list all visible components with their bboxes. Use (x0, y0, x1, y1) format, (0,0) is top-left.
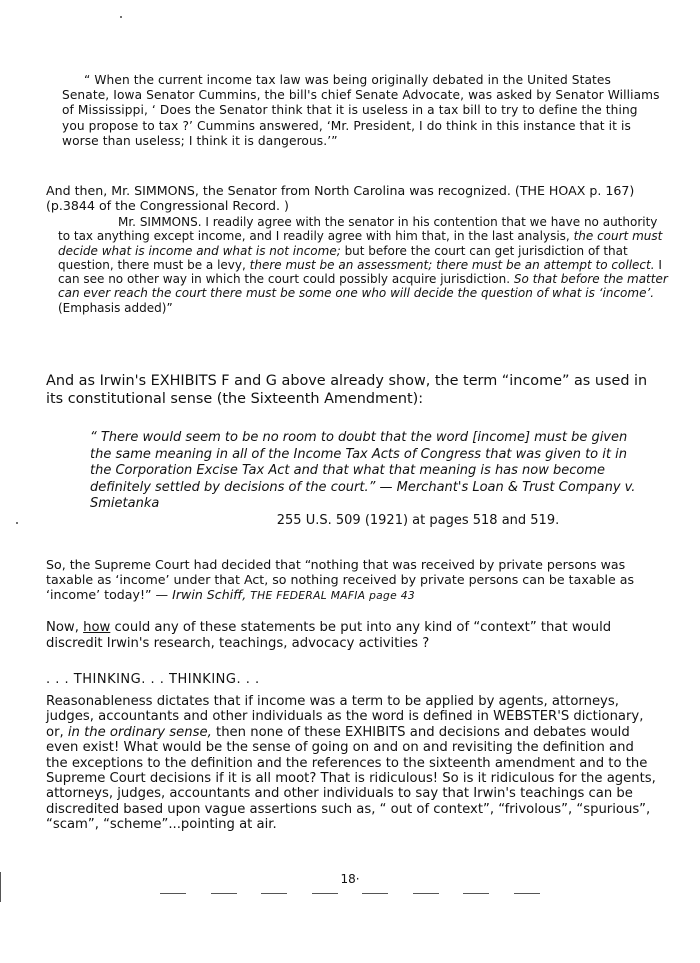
supreme-court-source: THE FEDERAL MAFIA page 43 (250, 589, 415, 602)
supreme-court-author: Irwin Schiff, (172, 587, 251, 602)
merchants-loan-quote (90, 430, 636, 530)
simmons-quote-middle-2: I can see no other way in which the court could possibly acquire jurisdiction. (58, 257, 662, 287)
scan-speck (120, 16, 122, 18)
footer-dash (362, 893, 388, 894)
merchants-citation: — Merchant's Loan & Trust Company v. Smietanka (90, 479, 636, 512)
reasonableness-italic: in the ordinary sense, (67, 724, 212, 740)
reasonableness-part-2: then none of these EXHIBITS and decisions and debates would even exist! What would be the sense of going on and on and revisiting the definition and the exceptions to the definition and the references to the sixteenth amendment and to the Supreme Court decisions if it is all moot? That is ridiculous! So is it ridiculous for the agents, attorneys, judges, accountants and other individuals to say that Irwin's teachings can be discredited based upon vague assertions such as, “ out of context”, “frivolous”, “spurious”, “scam”, “scheme”...pointing at air. (46, 724, 656, 833)
supreme-court-body: So, the Supreme Court had decided that “nothing that was received by private persons was taxable as ‘income’ under that Act, so nothing received by private persons can be taxable as ‘income’ today!” — (46, 557, 635, 602)
footer-dash (160, 893, 186, 894)
now-body: could any of these statements be put into any kind of “context” that would discredit Irwin's research, teachings, advocacy activities ? (46, 620, 612, 651)
reasonableness-part-1: Reasonableness dictates that if income was a term to be applied by agents, attorneys, judges, accountants and other individuals as the word is defined in WEBSTER'S dictionary, or, (46, 694, 644, 740)
simmons-quote (58, 215, 668, 315)
simmons-quote-start: Mr. SIMMONS. I readily agree with the senator in his contention that we have no authority to tax anything except income, and I readily agree with him that, in the last analysis, (58, 215, 658, 244)
now-question-paragraph (46, 620, 646, 651)
irwin-exhibits-text: And as Irwin's EXHIBITS F and G above already show, the term “income” as used in its constitutional sense (the Sixteenth Amendment): (46, 373, 648, 407)
footer-dash (261, 893, 287, 894)
now-how-underlined: how (83, 620, 111, 635)
irwin-exhibits-paragraph (46, 373, 652, 409)
merchants-citation-pages: 255 U.S. 509 (1921) at pages 518 and 519. (276, 512, 560, 528)
thinking-line (46, 672, 446, 688)
simmons-quote-paragraph (58, 215, 668, 315)
reasonableness-paragraph (46, 694, 658, 833)
merchants-quote-text (90, 430, 636, 530)
supreme-court-text (46, 557, 660, 603)
simmons-intro-text: And then, Mr. SIMMONS, the Senator from North Carolina was recognized. (THE HOAX p. 167)(p.3844 of the Congressional Record. ) (46, 183, 635, 213)
footer-dash (463, 893, 489, 894)
merchants-quote-body: “ There would seem to be no room to doubt that the word [income] must be given the same meaning in all of the Income Tax Acts of Congress that was given to it in the Corporation Excise Tax Act and that what that meaning is has now become definitely settled by decisions of the court.” (90, 430, 628, 495)
footer-dash (514, 893, 540, 894)
now-question-text (46, 620, 646, 651)
simmons-quote-emphasis-3: So that before the matter can ever reach the court there must be some one who will decide the question of what is ‘income’. (58, 272, 668, 301)
cummins-quote (62, 73, 662, 149)
supreme-court-paragraph (46, 557, 660, 603)
page-number: 18· (340, 872, 360, 886)
simmons-quote-end: (Emphasis added)” (58, 300, 173, 315)
simmons-intro (46, 183, 658, 213)
simmons-quote-emphasis-2: there must be an assessment; there must be an attempt to collect. (249, 257, 655, 272)
footer-dash (211, 893, 237, 894)
thinking-text: . . . THINKING. . . THINKING. . . (46, 672, 260, 687)
simmons-quote-emphasis-1: the court must decide what is income and what is not income; (58, 229, 663, 258)
footer-dashes (160, 893, 540, 894)
cummins-quote-text: “ When the current income tax law was being originally debated in the United States Senate, Iowa Senator Cummins, the bill's chief Senate Advocate, was asked by Senator Williams of Mississippi, ‘ Does the Senator think that it is useless in a tax bill to try to define the thing you propose to tax ?’ Cummins answered, ‘Mr. President, I do think in this instance that it is worse than useless; I think it is dangerous.’” (62, 73, 660, 148)
footer-dash (413, 893, 439, 894)
left-margin-scan-mark (0, 872, 1, 902)
footer-dash (312, 893, 338, 894)
now-prefix: Now, (46, 620, 84, 635)
simmons-quote-middle: but before the court can get jurisdiction of that question, there must be a levy, (58, 243, 628, 272)
scan-speck (16, 522, 18, 524)
reasonableness-text (46, 694, 658, 833)
